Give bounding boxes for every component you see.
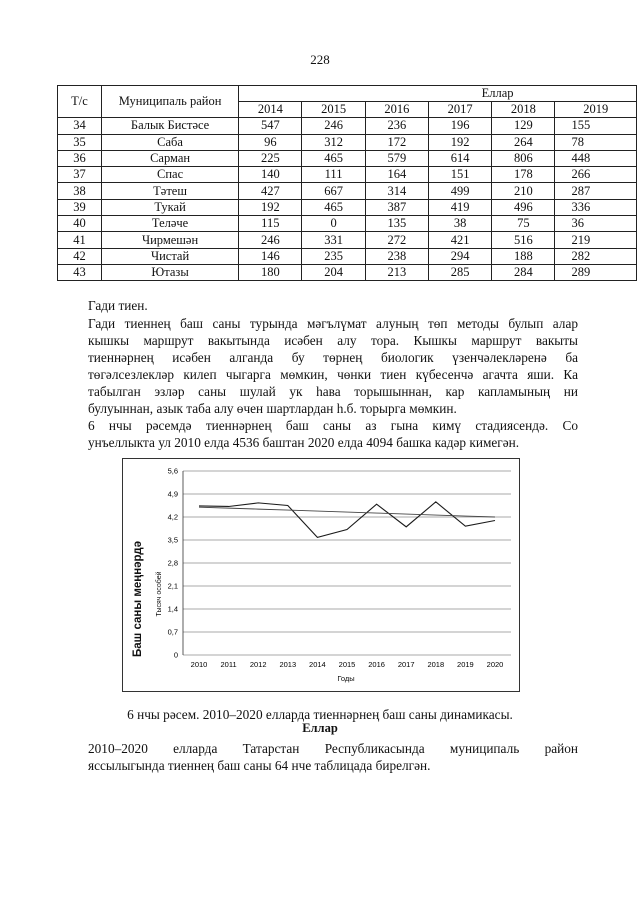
text-line: тиеннәрнең исәбен алганда бу төрнең биологик үзенчәлекләренә ба xyxy=(88,350,578,365)
district-name: Тукай xyxy=(101,199,238,215)
table-cell: 465 xyxy=(302,199,365,215)
table-cell: 516 xyxy=(492,232,555,248)
y-tick-label: 1,4 xyxy=(167,604,178,614)
table-cell: 213 xyxy=(365,264,428,280)
table-row xyxy=(58,216,637,232)
table-cell: 178 xyxy=(492,167,555,183)
row-number: 38 xyxy=(58,183,102,199)
table-cell: 192 xyxy=(428,134,491,150)
table-cell: 246 xyxy=(302,118,365,134)
table-cell: 180 xyxy=(239,264,302,280)
x-tick-label: 2020 xyxy=(486,660,504,669)
table-cell: 419 xyxy=(428,199,491,215)
table-cell: 287 xyxy=(555,183,637,199)
row-number: 42 xyxy=(58,248,102,264)
row-number: 41 xyxy=(58,232,102,248)
table-cell: 151 xyxy=(428,167,491,183)
table-row xyxy=(58,232,637,248)
table-row xyxy=(58,150,637,166)
table-cell: 282 xyxy=(555,248,637,264)
table-cell: 236 xyxy=(365,118,428,134)
table-cell: 264 xyxy=(492,134,555,150)
row-number: 39 xyxy=(58,199,102,215)
table-cell: 427 xyxy=(239,183,302,199)
x-tick-label: 2010 xyxy=(190,660,208,669)
table-cell: 336 xyxy=(555,199,637,215)
district-name: Тәтеш xyxy=(101,183,238,199)
table-cell: 115 xyxy=(239,216,302,232)
chart-frame xyxy=(122,458,520,692)
table-cell: 210 xyxy=(492,183,555,199)
text-line: төгәлсезлекләр килеп чыгарга мөмкин, чөнки тиен күбесенчә агачта яши. Ка xyxy=(88,367,578,382)
x-tick-label: 2011 xyxy=(220,660,237,669)
table-row xyxy=(58,134,637,150)
table-cell: 36 xyxy=(555,216,637,232)
text-line: булуыннан, азык таба алу өчен шартлардан һ.б. торырга мөмкин. xyxy=(88,401,457,416)
y-tick-label: 3,5 xyxy=(167,535,178,545)
table-cell: 164 xyxy=(365,167,428,183)
text-line: кышкы маршрут вакытында исәбен алу тора. Кышкы маршрут вакыты xyxy=(88,333,578,348)
squirrel-chart xyxy=(123,459,519,691)
table-cell: 294 xyxy=(428,248,491,264)
table-cell: 448 xyxy=(555,150,637,166)
row-number: 37 xyxy=(58,167,102,183)
x-tick-label: 2012 xyxy=(249,660,267,669)
x-tick-label: 2013 xyxy=(279,660,297,669)
table-cell: 284 xyxy=(492,264,555,280)
x-tick-label: 2016 xyxy=(368,660,385,669)
table-body xyxy=(58,118,637,281)
y-tick-label: 2,1 xyxy=(167,581,178,591)
text-line: унъеллыкта ул 2010 елда 4536 баштан 2020 елда 4094 башка кадәр кимегән. xyxy=(88,435,520,450)
y-tick-label: 4,2 xyxy=(167,512,178,522)
district-table xyxy=(57,85,637,281)
x-tick-label: 2017 xyxy=(397,660,415,669)
row-number: 43 xyxy=(58,264,102,280)
table-cell: 192 xyxy=(239,199,302,215)
table-cell: 285 xyxy=(428,264,491,280)
table-cell: 219 xyxy=(555,232,637,248)
y-tick-label: 0,7 xyxy=(167,627,178,637)
year-header: 2014 xyxy=(239,102,302,118)
table-cell: 172 xyxy=(365,134,428,150)
district-name: Саба xyxy=(101,134,238,150)
table-cell: 266 xyxy=(555,167,637,183)
page-number: 228 xyxy=(310,52,330,67)
y-tick-label: 5,6 xyxy=(167,466,178,476)
table-cell: 314 xyxy=(365,183,428,199)
table-cell: 547 xyxy=(239,118,302,134)
district-name: Сарман xyxy=(101,150,238,166)
y-axis-outer-label: Баш саны меңнәрдә xyxy=(132,541,144,657)
table-cell: 78 xyxy=(555,134,637,150)
district-name: Балык Бистәсе xyxy=(101,118,238,134)
table-cell: 331 xyxy=(302,232,365,248)
table-cell: 146 xyxy=(239,248,302,264)
table-cell: 204 xyxy=(302,264,365,280)
table-row xyxy=(58,118,637,134)
series-line-main xyxy=(199,502,495,537)
table-cell: 129 xyxy=(492,118,555,134)
table-cell: 496 xyxy=(492,199,555,215)
x-tick-label: 2019 xyxy=(457,660,474,669)
y-tick-label: 2,8 xyxy=(167,558,178,568)
paragraph-heading: Гади тиен. xyxy=(88,298,148,313)
col-number-header: Т/с xyxy=(58,86,102,118)
table-cell: 188 xyxy=(492,248,555,264)
table-cell: 806 xyxy=(492,150,555,166)
district-name: Ютазы xyxy=(101,264,238,280)
table-cell: 225 xyxy=(239,150,302,166)
table-cell: 246 xyxy=(239,232,302,248)
x-tick-label: 2014 xyxy=(309,660,326,669)
district-name: Чирмешән xyxy=(101,232,238,248)
table-cell: 499 xyxy=(428,183,491,199)
table-cell: 614 xyxy=(428,150,491,166)
district-name: Теләче xyxy=(101,216,238,232)
x-axis-label: Годы xyxy=(337,674,355,683)
table-cell: 140 xyxy=(239,167,302,183)
table-cell: 135 xyxy=(365,216,428,232)
row-number: 36 xyxy=(58,150,102,166)
row-number: 34 xyxy=(58,118,102,134)
table-cell: 238 xyxy=(365,248,428,264)
x-tick-label: 2015 xyxy=(338,660,356,669)
paragraph-trend xyxy=(88,417,578,451)
table-cell: 465 xyxy=(302,150,365,166)
table-cell: 387 xyxy=(365,199,428,215)
x-tick-label: 2018 xyxy=(427,660,445,669)
text-line: 2010–2020 елларда Татарстан Республикасында муниципаль район xyxy=(88,741,578,756)
table-cell: 96 xyxy=(239,134,302,150)
district-name: Спас xyxy=(101,167,238,183)
district-name: Чистай xyxy=(101,248,238,264)
year-header: 2018 xyxy=(492,102,555,118)
district-table-container xyxy=(57,85,609,281)
figure-caption: 6 нчы рәсем. 2010–2020 елларда тиеннәрнең баш саны динамикасы. xyxy=(127,707,513,722)
table-cell: 272 xyxy=(365,232,428,248)
y-tick-label: 4,9 xyxy=(167,489,178,499)
years-group-header: Еллар xyxy=(239,86,637,102)
text-line: Гади тиеннең баш саны турында мәгълүмат алуның төп методы булып алар xyxy=(88,316,578,331)
y-axis-inner-label: Тысяч особей xyxy=(156,571,163,617)
text-line: табылган эзләр саны шулай ук һава торышыннан, кар капламының ни xyxy=(88,384,578,399)
series-line-trend xyxy=(199,507,495,517)
table-cell: 155 xyxy=(555,118,637,134)
text-line: яссылыгында тиеннең баш саны 64 нче таблицада бирелгән. xyxy=(88,758,431,773)
table-row xyxy=(58,264,637,280)
table-cell: 75 xyxy=(492,216,555,232)
table-row xyxy=(58,199,637,215)
table-cell: 312 xyxy=(302,134,365,150)
table-cell: 421 xyxy=(428,232,491,248)
table-row xyxy=(58,248,637,264)
year-header: 2017 xyxy=(428,102,491,118)
table-cell: 289 xyxy=(555,264,637,280)
col-district-header: Муниципаль район xyxy=(101,86,238,118)
y-tick-label: 0 xyxy=(173,650,178,660)
table-row xyxy=(58,167,637,183)
table-cell: 38 xyxy=(428,216,491,232)
year-header: 2019 xyxy=(555,102,637,118)
table-cell: 579 xyxy=(365,150,428,166)
table-cell: 111 xyxy=(302,167,365,183)
table-cell: 235 xyxy=(302,248,365,264)
figure-xlabel-ellar: Еллар xyxy=(302,721,338,735)
year-header: 2015 xyxy=(302,102,365,118)
paragraph-squirrel-method xyxy=(88,315,578,417)
row-number: 40 xyxy=(58,216,102,232)
table-cell: 196 xyxy=(428,118,491,134)
year-header: 2016 xyxy=(365,102,428,118)
table-cell: 667 xyxy=(302,183,365,199)
paragraph-table-ref xyxy=(88,740,578,774)
table-row xyxy=(58,183,637,199)
text-line: 6 нчы рәсемдә тиеннәрнең баш саны аз гына кимү стадиясендә. Со xyxy=(88,418,578,433)
table-cell: 0 xyxy=(302,216,365,232)
row-number: 35 xyxy=(58,134,102,150)
